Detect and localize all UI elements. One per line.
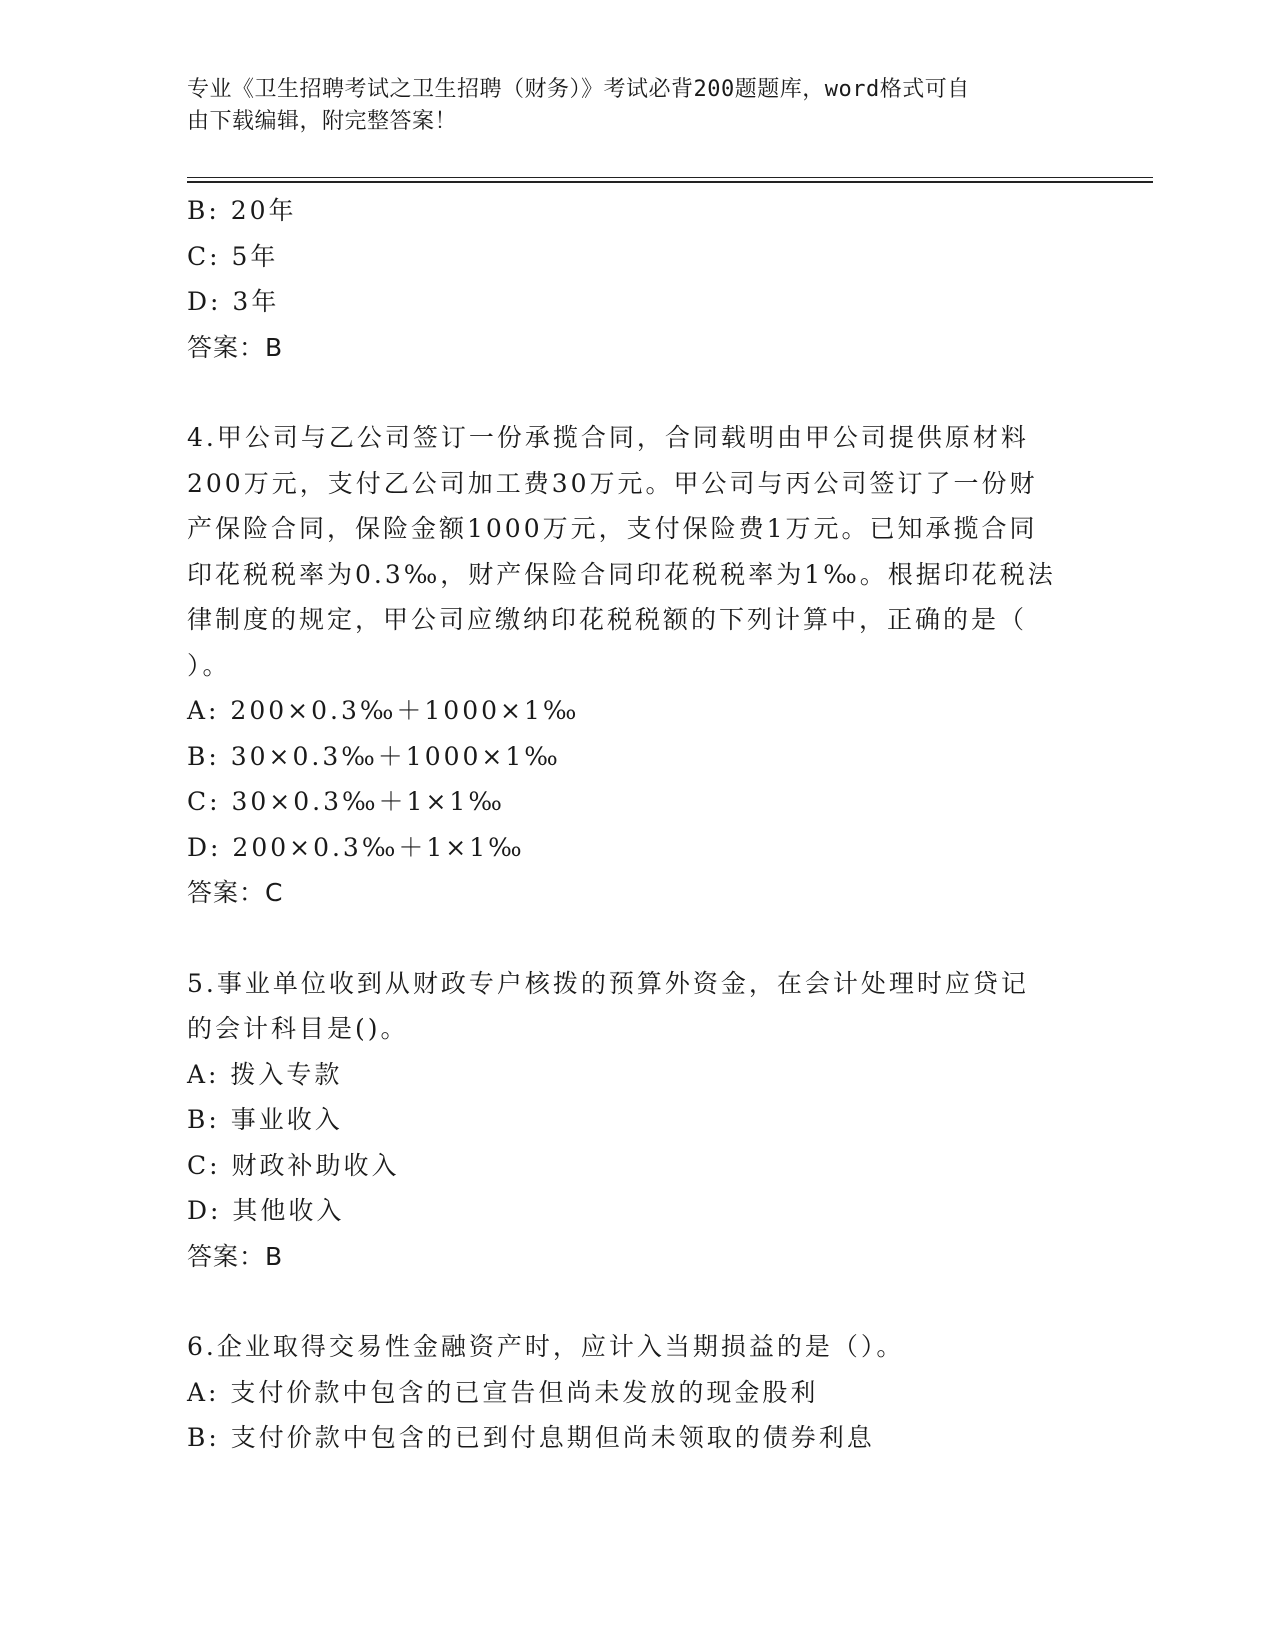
answer-line: 答案：B xyxy=(187,1241,284,1271)
header-line-2: 由下载编辑，附完整答案！ xyxy=(187,109,458,134)
header-divider-thick xyxy=(187,181,1153,183)
question-text-line: 印花税税率为0.3‰，财产保险合同印花税税率为1‰。根据印花税法 xyxy=(187,559,1056,589)
answer-line: 答案：C xyxy=(187,878,284,907)
question-4 xyxy=(187,415,1087,916)
option-b: B: 20年 xyxy=(187,196,297,225)
question-text-line: 5.事业单位收到从财政专户核拨的预算外资金，在会计处理时应贷记 xyxy=(187,968,1029,998)
header-divider-thin xyxy=(187,177,1153,178)
question-content xyxy=(187,188,1087,1461)
option-a: A: 200×0.3‰＋1000×1‰ xyxy=(187,696,580,725)
question-text-line: ）。 xyxy=(187,650,231,680)
answer-line: 答案：B xyxy=(187,332,284,362)
document-header xyxy=(187,74,1067,138)
question-text-line: 4.甲公司与乙公司签订一份承揽合同，合同载明由甲公司提供原材料 xyxy=(187,423,1029,452)
option-c: C: 财政补助收入 xyxy=(187,1150,400,1180)
option-d: D: 3年 xyxy=(187,287,280,316)
option-d: D: 其他收入 xyxy=(187,1196,345,1225)
option-a: A: 拨入专款 xyxy=(187,1059,343,1089)
question-text-line: 的会计科目是()。 xyxy=(187,1014,409,1043)
question-6 xyxy=(187,1324,1087,1461)
question-3-tail xyxy=(187,188,1087,370)
option-b: B: 事业收入 xyxy=(187,1105,343,1134)
question-text-line: 律制度的规定，甲公司应缴纳印花税税额的下列计算中，正确的是（ xyxy=(187,605,1028,634)
option-d: D: 200×0.3‰＋1×1‰ xyxy=(187,832,525,862)
option-a: A: 支付价款中包含的已宣告但尚未发放的现金股利 xyxy=(187,1377,819,1407)
option-b: B: 30×0.3‰＋1000×1‰ xyxy=(187,741,561,771)
question-text-line: 200万元，支付乙公司加工费30万元。甲公司与丙公司签订了一份财 xyxy=(187,468,1038,498)
option-b: B: 支付价款中包含的已到付息期但尚未领取的债券利息 xyxy=(187,1423,875,1452)
option-c: C: 5年 xyxy=(187,241,279,271)
question-text-line: 产保险合同，保险金额1000万元，支付保险费1万元。已知承揽合同 xyxy=(187,514,1038,543)
option-c: C: 30×0.3‰＋1×1‰ xyxy=(187,787,505,816)
question-5 xyxy=(187,961,1087,1280)
header-line-1: 专业《卫生招聘考试之卫生招聘（财务）》考试必背200题题库，word格式可自 xyxy=(187,77,970,102)
question-text-line: 6.企业取得交易性金融资产时，应计入当期损益的是（）。 xyxy=(187,1332,905,1361)
